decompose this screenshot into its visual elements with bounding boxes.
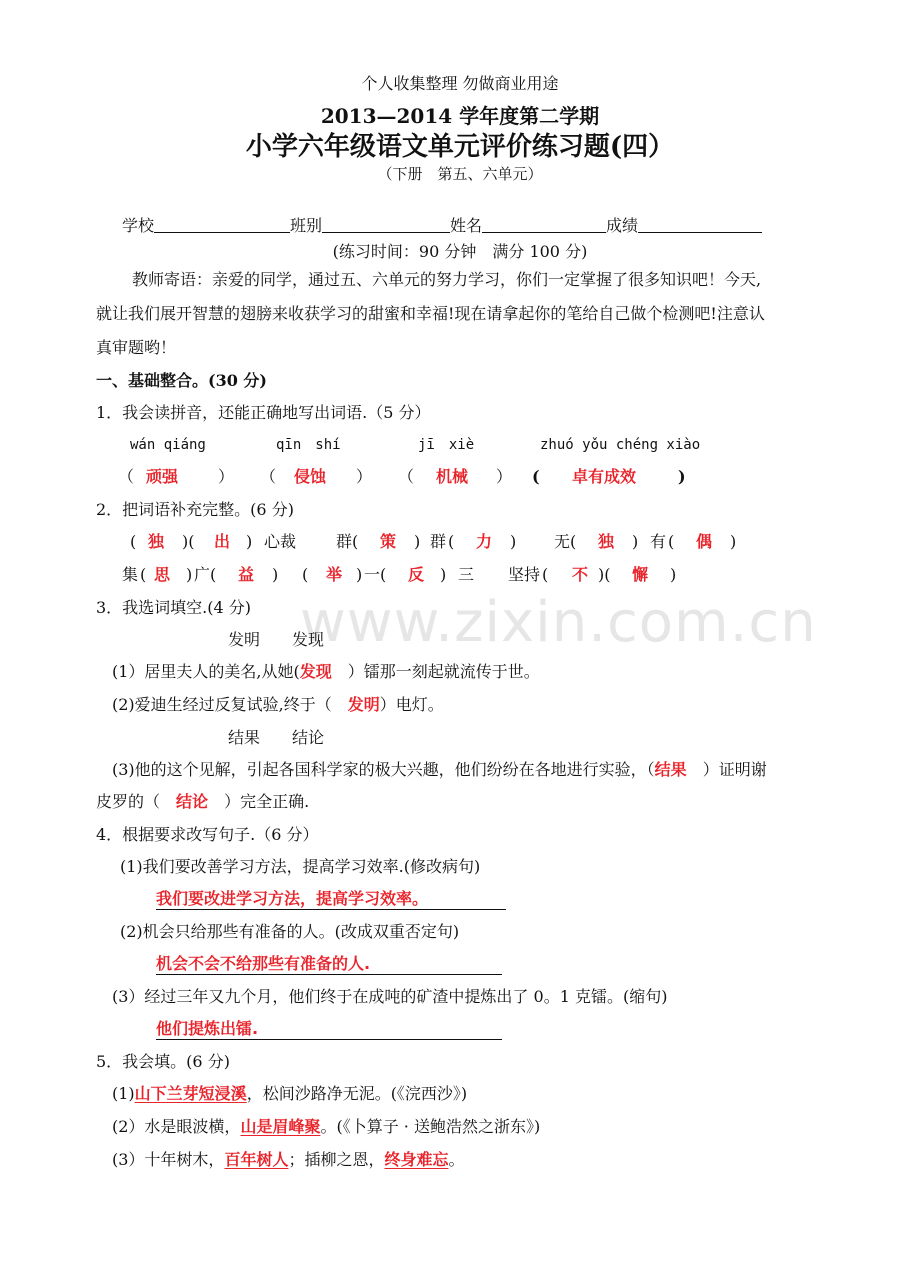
q4-answer-3-line <box>156 1019 502 1040</box>
q1-answer-3: 机械 <box>436 467 469 486</box>
q4-answer-2-line <box>156 954 502 975</box>
q1-prompt: 1．我会读拼音，还能正确地写出词语.（5 分） <box>96 403 431 422</box>
q4-answer-3: 他们提炼出镭. <box>156 1019 259 1038</box>
q2-r1-a5: 独 <box>598 532 615 551</box>
q3-prompt: 3．我选词填空.(4 分) <box>96 598 252 617</box>
q2-r1-a1: 独 <box>148 532 165 551</box>
q4-prompt: 4．根据要求改写句子.（6 分） <box>96 825 319 844</box>
q2-r2-a4: 反 <box>408 565 425 584</box>
q2-r1-t1: 心裁 <box>264 532 297 551</box>
q2-r1-t5: 有 <box>650 532 667 551</box>
q2-r2-a6: 懈 <box>632 565 649 584</box>
q2-r2-t1: 集 <box>122 565 139 584</box>
q2-r1-a6: 偶 <box>696 532 713 551</box>
school-label: 学校 <box>122 216 155 235</box>
q5-answer-1: 山下兰芽短浸溪 <box>134 1084 247 1103</box>
q3-answer-4: 结论 <box>176 792 209 811</box>
watermark: www.zixin.com.cn <box>300 590 817 655</box>
q5-answer-4: 终身难忘 <box>384 1150 449 1169</box>
q1-answer-4: 卓有成效 <box>572 467 637 486</box>
q2-r1-t4: 无 <box>554 532 571 551</box>
q5-answer-3: 百年树人 <box>224 1150 289 1169</box>
q1-pinyin-1: wán qiáng <box>130 437 206 453</box>
q2-r2-a3: 举 <box>326 565 343 584</box>
q1-pinyin-4: zhuó yǒu chéng xiào <box>540 437 701 453</box>
q3-answer-2: 发明 <box>347 695 380 714</box>
q4-sentence-3: (3）经过三年又九个月，他们终于在成吨的矿渣中提炼出了 0。1 克镭。(缩句) <box>112 987 668 1006</box>
q2-r1-a2: 出 <box>214 532 231 551</box>
q2-r2-a2: 益 <box>238 565 255 584</box>
page-title: 小学六年级语文单元评价练习题(四） <box>245 132 675 162</box>
q5-prompt: 5．我会填。(6 分) <box>96 1052 230 1071</box>
q2-r2-a1: 思 <box>154 565 171 584</box>
class-label: 班别 <box>290 216 323 235</box>
q3-sentence-1: (1）居里夫人的美名,从她(发现 ）镭那一刻起就流传于世。 <box>112 662 540 681</box>
q4-sentence-1: (1)我们要改善学习方法，提高学习效率.(修改病句) <box>120 857 481 876</box>
title-year: 2013—2014 学年度第二学期 <box>320 104 600 128</box>
q2-r1-t2: 群 <box>336 532 353 551</box>
info-fields <box>122 216 762 236</box>
q1-answer-1: 顽强 <box>146 467 179 486</box>
q1-pinyin-3: jī xiè <box>418 437 475 453</box>
section-1-title: 一、基础整合。(30 分) <box>96 371 267 390</box>
class-field[interactable] <box>322 216 450 233</box>
q3-sentence-2: (2)爱迪生经过反复试验,终于（ 发明）电灯。 <box>112 695 444 714</box>
q2-prompt: 2．把词语补充完整。(6 分) <box>96 500 294 519</box>
q2-r1-t3: 群 <box>430 532 447 551</box>
q4-answer-2: 机会不会不给那些有准备的人. <box>156 954 371 973</box>
q4-answer-1-line <box>156 889 506 910</box>
score-label: 成绩 <box>606 216 639 235</box>
exam-page: www.zixin.com.cn 个人收集整理 勿做商业用途 2013—2014 学年度第二学期 小学六年级语文单元评价练习题(四） （下册 第五、六单元） 学校 班别 姓名 成绩 (练习时间：90 分钟 满分 100 分) 教师寄语：亲爱的同学，通过五、六单元的努力学习，你们一定掌握了很多知识吧！今天, 就让我们展开智慧的翅膀来收获学习的甜蜜和幸福!现在请拿起你的笔给自己做个检测吧!注意认 真审题哟！ 一、基础整合。(30 分) 1．我会读拼音，还能正确地写出词语.（5 分） wán qiáng qīn shí jī xiè zhuó yǒu chéng xiào （ 顽强 ） （ 侵蚀 ） （ 机械 ） ( 卓有成效 ) 2．把词语补充完整。(6 分) ( 独 )( 出 ) 心裁 群 ( 策 ) 群 ( 力 ) 无 ( 独 ) 有 ( 偶 ) 集 ( 思 ) 广 ( 益 ) ( 举 ) 一 ( 反 ) 三 坚持 ( 不 )( 懈 ) 3．我选词填空.(4 分) 发明 发现 (1）居里夫人的美名,从她(发现 ）镭那一刻起就流传于世。 (2)爱迪生经过反复试验,终于（ 发明）电灯。 结果 结论 (3)他的这个见解，引起各国科学家的极大兴趣，他们纷纷在各地进行实验，（结果 ）证明谢 皮罗的（ 结论 ）完全正确. 4．根据要求改写句子.（6 分） (1)我们要改善学习方法，提高学习效率.(修改病句) 我们要改进学习方法，提高学习效率。 (2)机会只给那些有准备的人。(改成双重否定句) 机会不会不给那些有准备的人. (3）经过三年又九个月，他们终于在成吨的矿渣中提炼出了 0。1 克镭。(缩句) 他们提炼出镭. 5．我会填。(6 分) (1)山下兰芽短浸溪，松间沙路净无泥。(《浣西沙》) (2）水是眼波横，山是眉峰聚。(《卜算子 · 送鲍浩然之浙东》) (3）十年树木，百年树人；插柳之恩，终身难忘。 <box>0 0 920 1274</box>
score-field[interactable] <box>638 216 762 233</box>
q3-sentence-3: (3)他的这个见解，引起各国科学家的极大兴趣，他们纷纷在各地进行实验，（结果 ）证明谢 <box>112 760 767 779</box>
q2-r2-t2: 广 <box>194 565 211 584</box>
time-note: (练习时间：90 分钟 满分 100 分) <box>332 242 588 261</box>
q2-r1-a4: 力 <box>476 532 493 551</box>
teacher-message-line3: 真审题哟！ <box>96 338 177 357</box>
q1-answer-2: 侵蚀 <box>294 467 327 486</box>
q3-words-b: 结果 结论 <box>228 728 325 747</box>
header-note: 个人收集整理 勿做商业用途 <box>361 74 559 93</box>
q3-answer-1: 发现 <box>299 662 332 681</box>
name-field[interactable] <box>482 216 606 233</box>
q2-r2-a5: 不 <box>572 565 589 584</box>
q5-answer-2: 山是眉峰聚 <box>240 1117 321 1136</box>
q4-answer-1: 我们要改进学习方法，提高学习效率。 <box>156 889 429 908</box>
q5-line-3: (3）十年树木，百年树人；插柳之恩，终身难忘。 <box>112 1150 465 1169</box>
q2-r2-t3: 一 <box>364 565 381 584</box>
q5-line-1: (1)山下兰芽短浸溪，松间沙路净无泥。(《浣西沙》) <box>112 1084 468 1103</box>
subtitle: （下册 第五、六单元） <box>377 165 543 183</box>
q2-r2-t5: 坚持 <box>508 565 541 584</box>
q4-sentence-2: (2)机会只给那些有准备的人。(改成双重否定句) <box>120 922 460 941</box>
q2-r1-a3: 策 <box>380 532 397 551</box>
q2-r2-t4: 三 <box>458 565 475 584</box>
school-field[interactable] <box>154 216 290 233</box>
q3-answer-3: 结果 <box>654 760 687 779</box>
q3-words-a: 发明 发现 <box>228 630 325 649</box>
teacher-message-line2: 就让我们展开智慧的翅膀来收获学习的甜蜜和幸福!现在请拿起你的笔给自己做个检测吧!注意认 <box>96 304 765 323</box>
name-label: 姓名 <box>450 216 483 235</box>
q1-pinyin-2: qīn shí <box>276 437 341 453</box>
teacher-message-line1: 教师寄语：亲爱的同学，通过五、六单元的努力学习，你们一定掌握了很多知识吧！今天, <box>132 270 762 289</box>
q5-line-2: (2）水是眼波横，山是眉峰聚。(《卜算子 · 送鲍浩然之浙东》) <box>112 1117 541 1136</box>
q3-sentence-3-cont: 皮罗的（ 结论 ）完全正确. <box>96 792 310 811</box>
